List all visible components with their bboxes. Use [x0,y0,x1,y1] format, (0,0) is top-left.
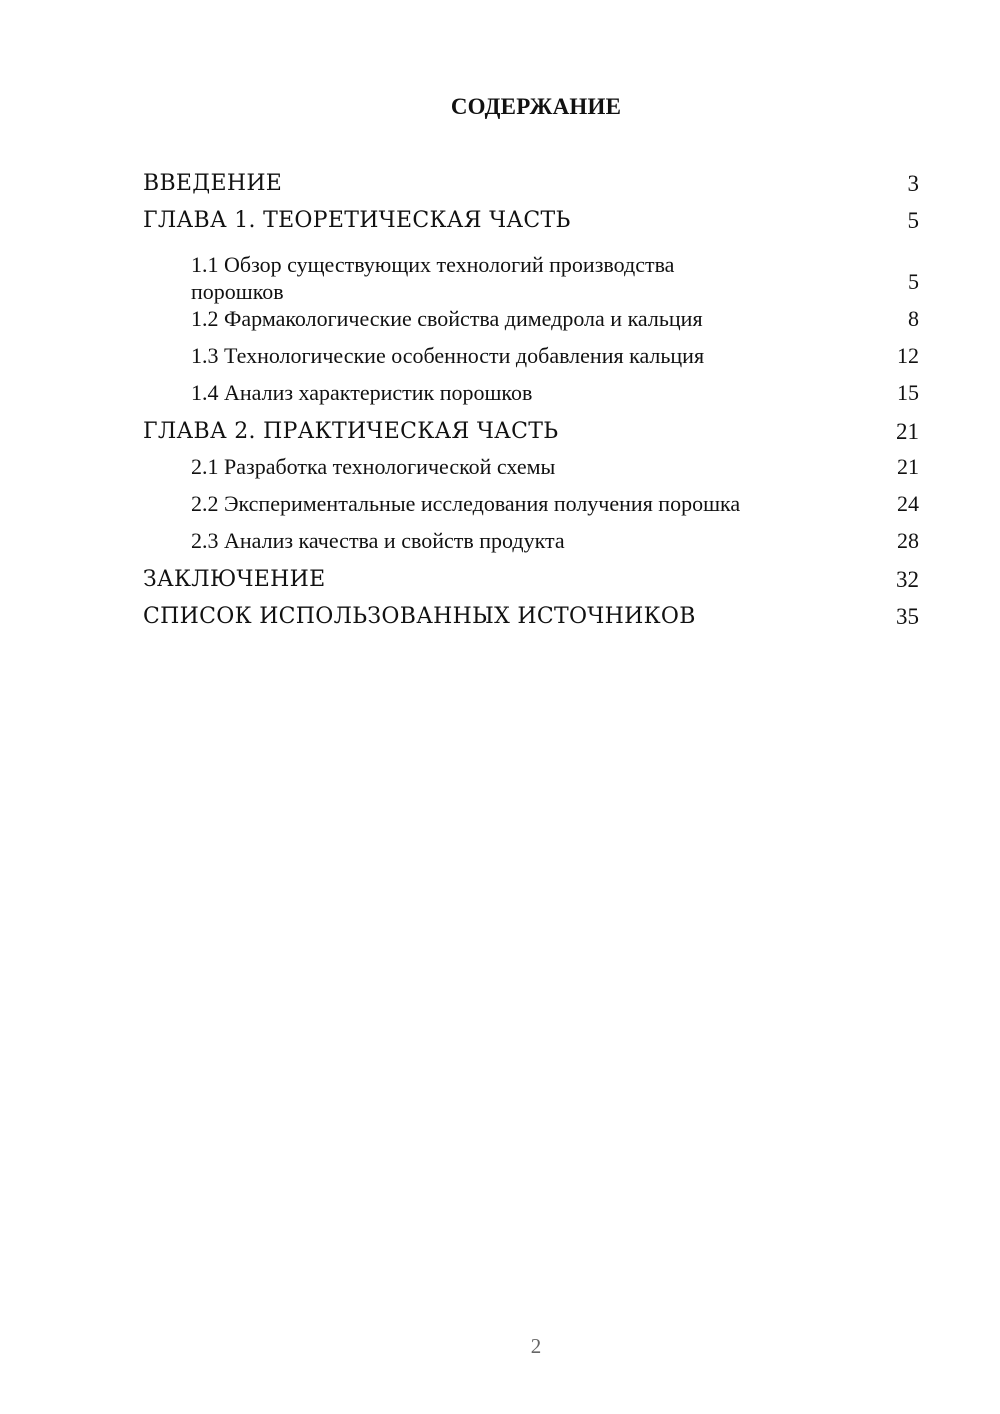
toc-entry-text: ЗАКЛЮЧЕНИЕ [143,567,326,592]
toc-entry-text: ГЛАВА 1. ТЕОРЕТИЧЕСКАЯ ЧАСТЬ [143,208,571,233]
toc-entry-text: ГЛАВА 2. ПРАКТИЧЕСКАЯ ЧАСТЬ [143,419,559,444]
table-of-contents [143,168,919,638]
page-number: 2 [530,1334,542,1358]
toc-entry-text: 2.2 Экспериментальные исследования получения порошка [191,491,741,516]
toc-entry-page: 32 [896,567,919,592]
toc-entry-references[interactable] [143,601,919,638]
toc-entry-page: 28 [897,528,919,553]
toc-entry-section-1-2[interactable] [143,305,919,342]
toc-entry-section-2-3[interactable] [143,527,919,564]
toc-entry-page: 24 [897,491,919,516]
toc-entry-section-1-4[interactable] [143,379,919,416]
toc-entry-page: 8 [908,306,919,331]
toc-entry-page: 35 [896,604,919,629]
toc-entry-text: 2.1 Разработка технологической схемы [191,454,556,479]
toc-entry-text: ВВЕДЕНИЕ [143,171,283,196]
toc-entry-page: 21 [896,419,919,444]
toc-entry-text: 1.1 Обзор существующих технологий производства порошков [191,252,675,304]
toc-entry-introduction[interactable] [143,168,919,205]
toc-entry-section-1-1[interactable] [143,242,919,305]
toc-entry-text: 1.3 Технологические особенности добавления кальция [191,343,705,368]
toc-entry-chapter-2[interactable] [143,416,919,453]
toc-entry-page: 3 [907,171,919,196]
toc-entry-page: 5 [907,208,919,233]
toc-entry-text: СПИСОК ИСПОЛЬЗОВАННЫХ ИСТОЧНИКОВ [143,604,696,629]
toc-entry-section-1-3[interactable] [143,342,919,379]
toc-entry-section-2-1[interactable] [143,453,919,490]
toc-entry-section-2-2[interactable] [143,490,919,527]
toc-entry-page: 21 [897,454,919,479]
toc-entry-text: 1.2 Фармакологические свойства димедрола и кальция [191,306,703,331]
toc-entry-text: 2.3 Анализ качества и свойств продукта [191,528,565,553]
toc-entry-chapter-1[interactable] [143,205,919,242]
toc-entry-text: 1.4 Анализ характеристик порошков [191,380,533,405]
toc-entry-page: 5 [908,269,919,294]
toc-entry-page: 12 [897,343,919,368]
toc-entry-conclusion[interactable] [143,564,919,601]
toc-entry-page: 15 [897,380,919,405]
page-title: СОДЕРЖАНИЕ [450,94,622,119]
